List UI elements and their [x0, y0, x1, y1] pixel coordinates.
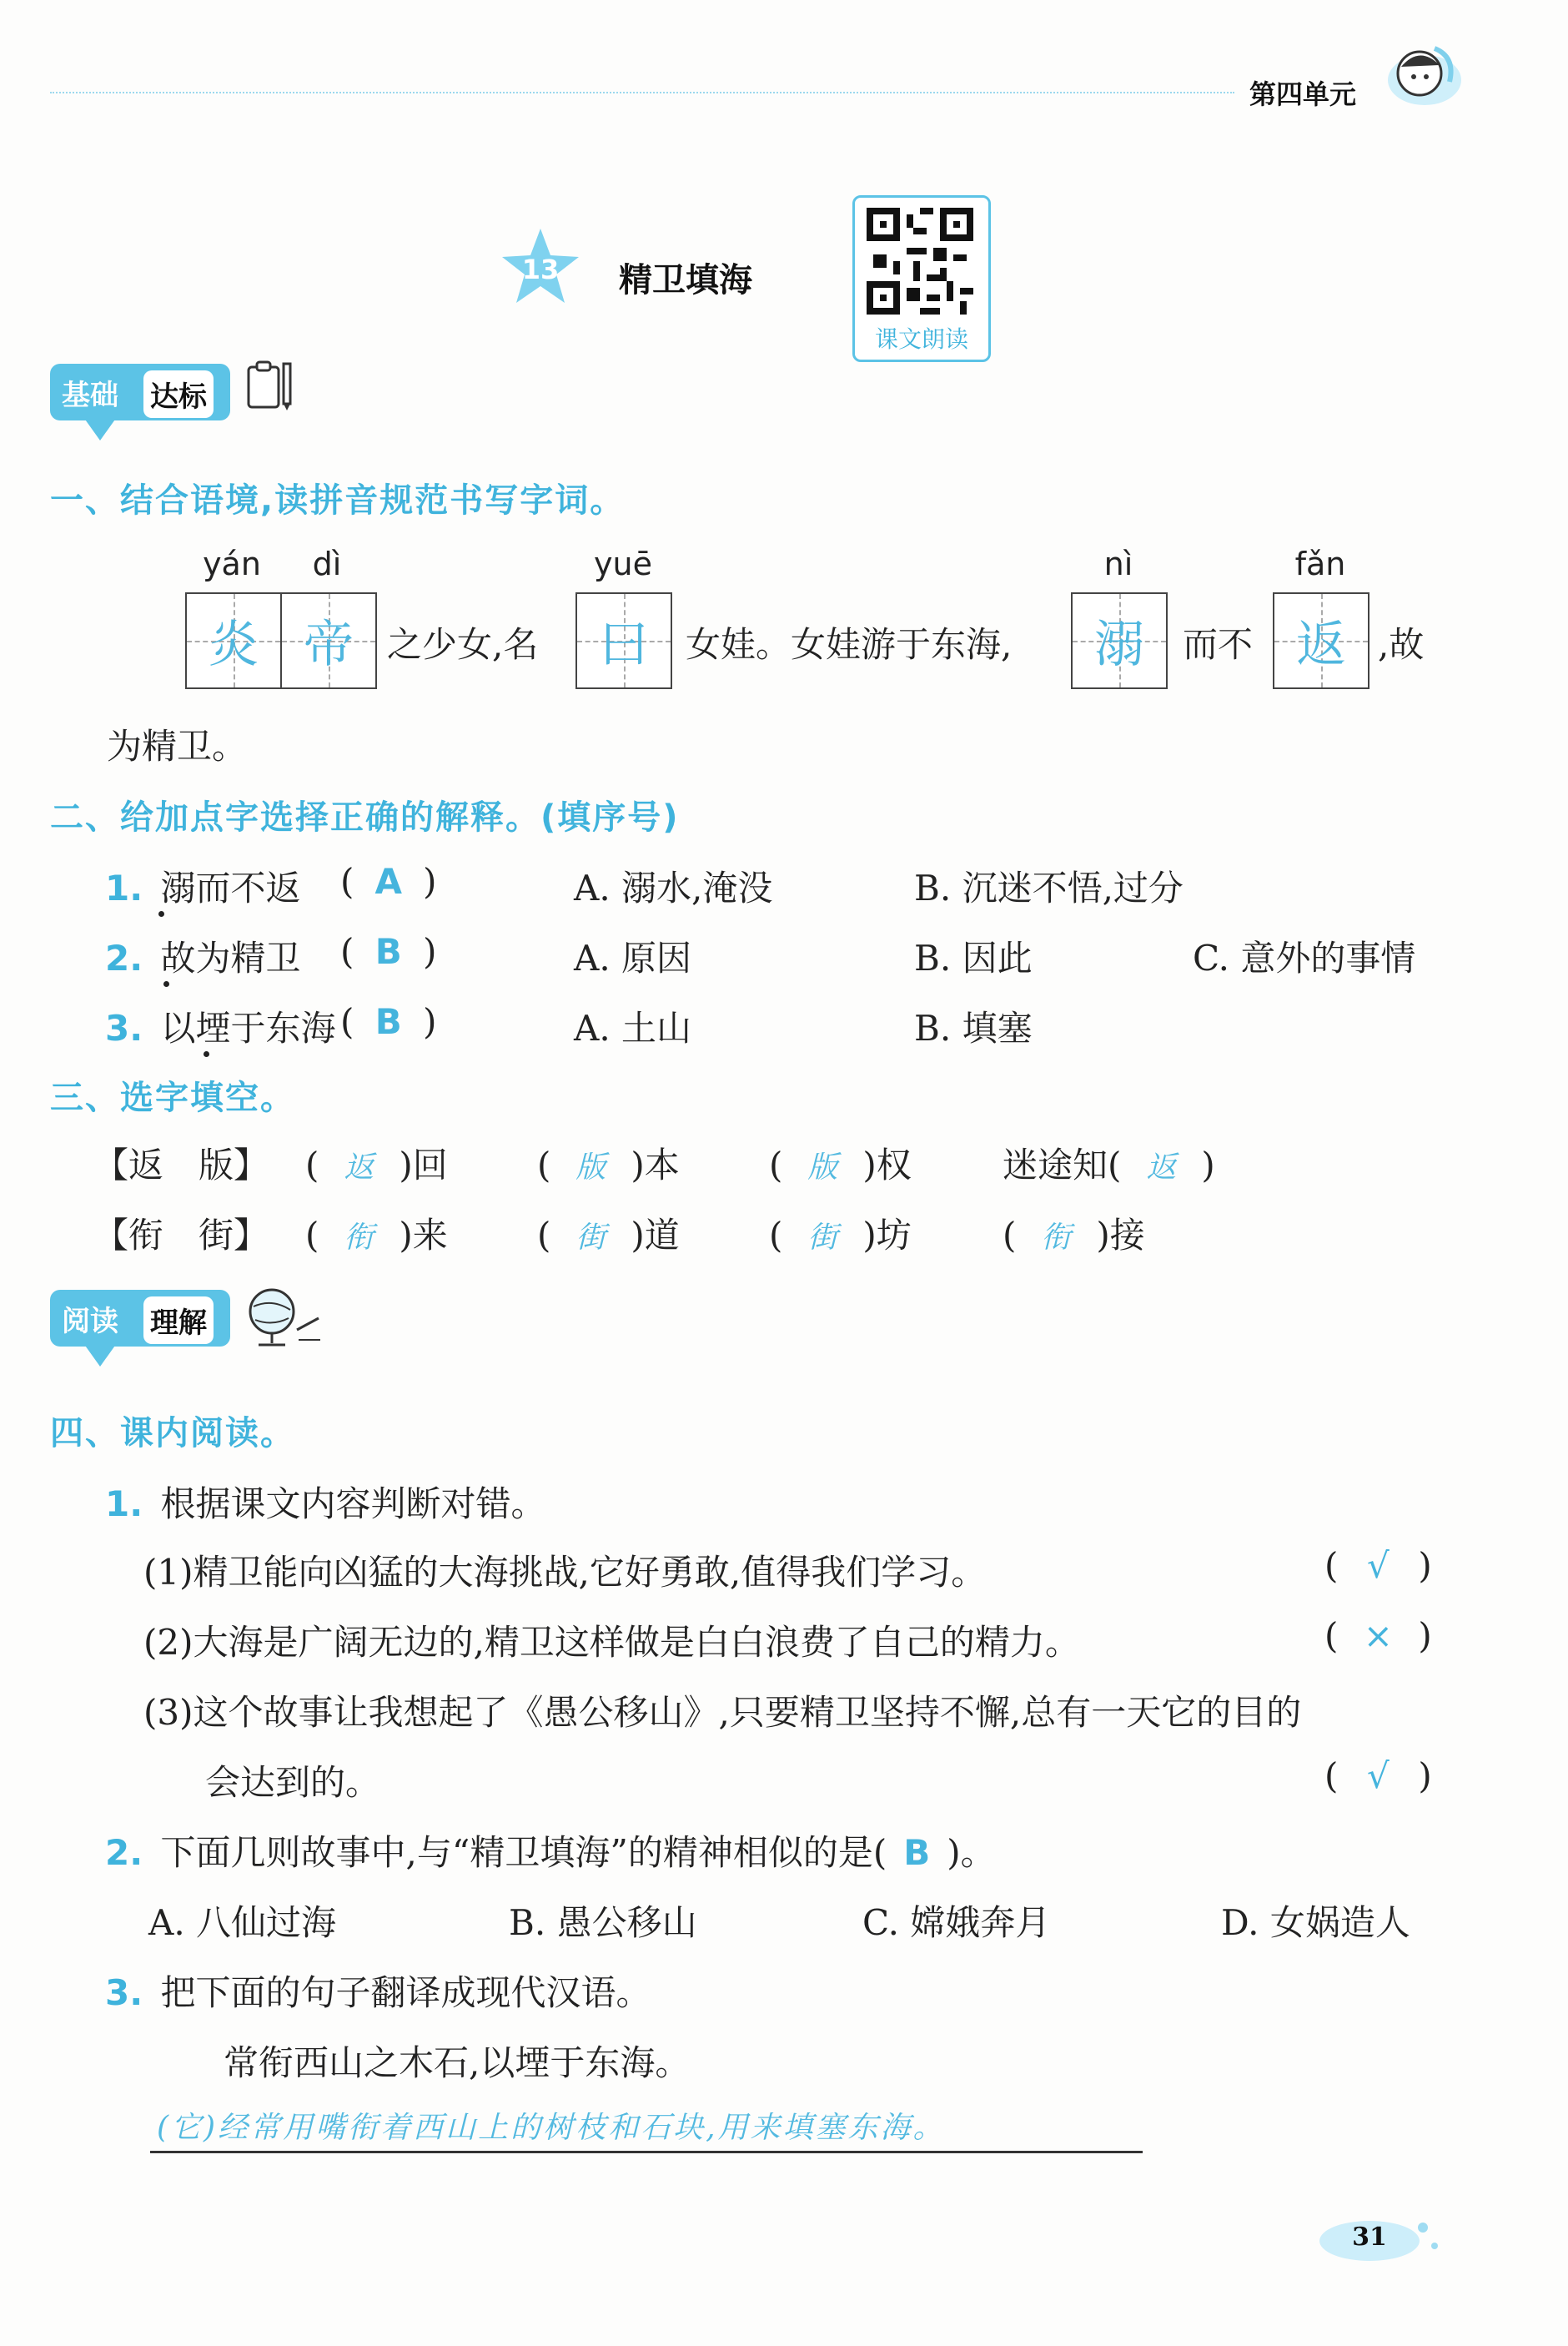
judge-item-1-blank[interactable]: ( √ ): [1324, 1545, 1432, 1586]
q3-row-1-blank-3[interactable]: ( 版 )权: [769, 1145, 912, 1186]
q3-row-2-suffix-3: 坊: [876, 1215, 912, 1256]
pinyin-yue: yuē: [594, 546, 652, 582]
q2-title: 二、给加点字选择正确的解释。(填序号): [50, 798, 680, 837]
q2-item-1-answer: A: [374, 861, 402, 902]
q3-row-1-suffix-2: 本: [644, 1145, 680, 1186]
q3-row-1-last-prefix: 迷途知: [1003, 1145, 1108, 1186]
q4-sub3-text: 把下面的句子翻译成现代汉语。: [160, 1972, 651, 2013]
answer-di: 帝: [304, 616, 354, 674]
judge-item-2-blank[interactable]: ( × ): [1324, 1615, 1432, 1656]
q1-text-3: 而不: [1183, 624, 1254, 665]
q4-sub3: [105, 1966, 651, 2016]
q3-row-1-blank-1[interactable]: ( 返 )回: [305, 1145, 448, 1186]
answer-yue: 曰: [599, 616, 649, 674]
lesson-number: 13: [521, 254, 560, 285]
tian-box-fan[interactable]: [1273, 592, 1369, 689]
emphasis-dot-1: [158, 911, 164, 917]
q2-item-3: [105, 1001, 1523, 1051]
page-number: 31: [1352, 2223, 1387, 2252]
q3-row-2-label: 【衔 街】: [93, 1215, 269, 1256]
q4-title: 四、课内阅读。: [50, 1414, 295, 1452]
badge-basic-left: 基础: [62, 379, 118, 412]
judge-item-3-blank[interactable]: ( √ ): [1324, 1755, 1432, 1796]
q3-row-2-ans-4: 衔: [1041, 1221, 1072, 1255]
q3-row-2-blank-4[interactable]: ( 衔 )接: [1003, 1215, 1145, 1256]
q3-row-2-ans-3: 街: [807, 1221, 838, 1255]
q2-item-2-option-c: C. 意外的事情: [1193, 938, 1416, 979]
q2-item-1-option-b: B. 沉迷不悟,过分: [914, 868, 1184, 909]
q3-row-2-last-suffix: 接: [1109, 1215, 1145, 1256]
q3-row-2-blank-1[interactable]: ( 衔 )来: [305, 1215, 448, 1256]
q3-row-2: [93, 1208, 1511, 1258]
q2-item-3-num: 3.: [105, 1008, 143, 1049]
q2-item-2-option-b: B. 因此: [914, 938, 1033, 979]
pinyin-di: dì: [312, 546, 342, 582]
q4-sub2-option-c: C. 嫦娥奔月: [862, 1902, 1051, 1943]
answer-yan: 炎: [209, 616, 259, 674]
q3-row-1-ans-4: 返: [1146, 1150, 1177, 1185]
q2-item-3-option-b: B. 填塞: [914, 1008, 1033, 1049]
q4-sub2-option-a: A. 八仙过海: [148, 1902, 337, 1943]
q2-item-2-answer: B: [374, 931, 402, 972]
tian-box-ni[interactable]: [1071, 592, 1168, 689]
q3-row-1-ans-3: 版: [807, 1150, 838, 1185]
q3-row-2-blank-2[interactable]: ( 街 )道: [537, 1215, 680, 1256]
q2-item-1-option-a: A. 溺水,淹没: [574, 868, 773, 909]
q2-item-3-text: 以堙于东海: [160, 1008, 336, 1049]
q4-sub1: [105, 1477, 546, 1527]
q3-row-1-ans-2: 版: [575, 1150, 606, 1185]
q4-sub2-option-d: D. 女娲造人: [1221, 1902, 1410, 1943]
q2-item-1-text: 溺而不返: [160, 868, 301, 909]
answer-ni: 溺: [1094, 616, 1144, 674]
clipboard-icon: [242, 355, 300, 414]
judge-item-3-cont: 会达到的。: [205, 1762, 381, 1803]
q3-row-1-blank-4[interactable]: 迷途知( 返 ): [1003, 1145, 1215, 1186]
q3-row-2-ans-1: 衔: [344, 1221, 374, 1255]
q3-title: 三、选字填空。: [50, 1079, 295, 1117]
tian-box-yandi[interactable]: [185, 592, 377, 689]
q2-item-2-text: 故为精卫: [160, 938, 301, 979]
judge-item-3: (3)这个故事让我想起了《愚公移山》,只要精卫坚持不懈,总有一天它的目的: [143, 1692, 1302, 1733]
section-badge-basic: [50, 364, 230, 420]
q4-sub2-num: 2.: [105, 1832, 143, 1873]
q4-sub2-answer[interactable]: B: [903, 1832, 931, 1873]
q2-item-3-option-a: A. 土山: [574, 1008, 692, 1049]
q3-row-1: [93, 1138, 1511, 1188]
judge-item-1: (1)精卫能向凶猛的大海挑战,它好勇敢,值得我们学习。: [143, 1552, 987, 1593]
answer-line: [150, 2151, 1143, 2153]
judge-item-2: (2)大海是广阔无边的,精卫这样做是白白浪费了自己的精力。: [143, 1622, 1080, 1663]
qr-code-icon: [867, 208, 973, 315]
q1-text-1: 之少女,名: [387, 624, 539, 665]
q4-sub2-text-before: 下面几则故事中,与“精卫填海”的精神相似的是(: [160, 1832, 887, 1873]
judge-item-2-mark: ×: [1363, 1615, 1393, 1656]
tian-box-yue[interactable]: [575, 592, 672, 689]
emphasis-dot-2: [163, 981, 169, 987]
q1-title: 一、结合语境,读拼音规范书写字词。: [50, 481, 626, 520]
q4-sub2-option-b: B. 愚公移山: [509, 1902, 697, 1943]
section-badge-reading: [50, 1290, 230, 1347]
q2-item-2-blank[interactable]: ( B ): [340, 931, 437, 972]
q4-sub3-num: 3.: [105, 1972, 143, 2013]
q3-row-1-blank-2[interactable]: ( 版 )本: [537, 1145, 680, 1186]
q2-item-3-blank[interactable]: ( B ): [340, 1001, 437, 1042]
pinyin-yan: yán: [203, 546, 261, 582]
q2-item-2: [105, 931, 1523, 981]
q3-row-1-label: 【返 版】: [93, 1145, 269, 1186]
badge-basic-right: 达标: [143, 370, 214, 418]
qr-caption: 课文朗读: [874, 325, 968, 353]
q3-row-1-suffix-3: 权: [876, 1145, 912, 1186]
badge-reading-left: 阅读: [62, 1305, 118, 1338]
q4-sub2: [105, 1825, 996, 1875]
q2-item-1: [105, 861, 1523, 911]
q3-row-1-suffix-1: 回: [412, 1145, 448, 1186]
q3-row-2-ans-2: 街: [575, 1221, 606, 1255]
judge-item-1-mark: √: [1367, 1545, 1390, 1586]
judge-item-3-mark: √: [1367, 1755, 1390, 1796]
q1-text-4: ,故: [1378, 624, 1425, 665]
answer-fan: 返: [1296, 616, 1346, 674]
q3-row-2-blank-3[interactable]: ( 街 )坊: [769, 1215, 912, 1256]
globe-icon: [242, 1281, 325, 1348]
q4-sub1-num: 1.: [105, 1483, 143, 1524]
mascot-icon: [1376, 23, 1468, 115]
q2-item-2-option-a: A. 原因: [574, 938, 692, 979]
q1-text-2: 女娃。女娃游于东海,: [686, 624, 1013, 665]
q1-line2: 为精卫。: [107, 726, 248, 767]
pinyin-fan: fǎn: [1294, 546, 1346, 582]
q4-sub1-text: 根据课文内容判断对错。: [160, 1483, 546, 1524]
q2-item-2-num: 2.: [105, 938, 143, 979]
q3-row-1-ans-1: 返: [344, 1150, 374, 1185]
q2-item-1-num: 1.: [105, 868, 143, 909]
header-rule: [50, 92, 1234, 93]
badge-reading-right: 理解: [143, 1296, 214, 1344]
lesson-title: 精卫填海: [619, 261, 752, 300]
q2-item-3-answer: B: [374, 1001, 402, 1042]
q3-row-2-suffix-1: 来: [412, 1215, 448, 1256]
q2-item-1-blank[interactable]: ( A ): [340, 861, 437, 902]
unit-label: 第四单元: [1249, 78, 1357, 110]
pinyin-ni: nì: [1103, 546, 1133, 582]
badge-basic-tail-icon: [83, 417, 117, 442]
qr-code-panel[interactable]: [852, 195, 991, 362]
q4-sub2-text-after: )。: [947, 1832, 996, 1873]
badge-reading-tail-icon: [83, 1343, 117, 1368]
q4-sub3-sentence: 常衔西山之木石,以堙于东海。: [224, 2042, 691, 2083]
emphasis-dot-3: [204, 1051, 209, 1057]
q3-row-2-suffix-2: 道: [644, 1215, 680, 1256]
q4-sub3-answer[interactable]: (它)经常用嘴衔着西山上的树枝和石块,用来填塞东海。: [157, 2111, 946, 2145]
